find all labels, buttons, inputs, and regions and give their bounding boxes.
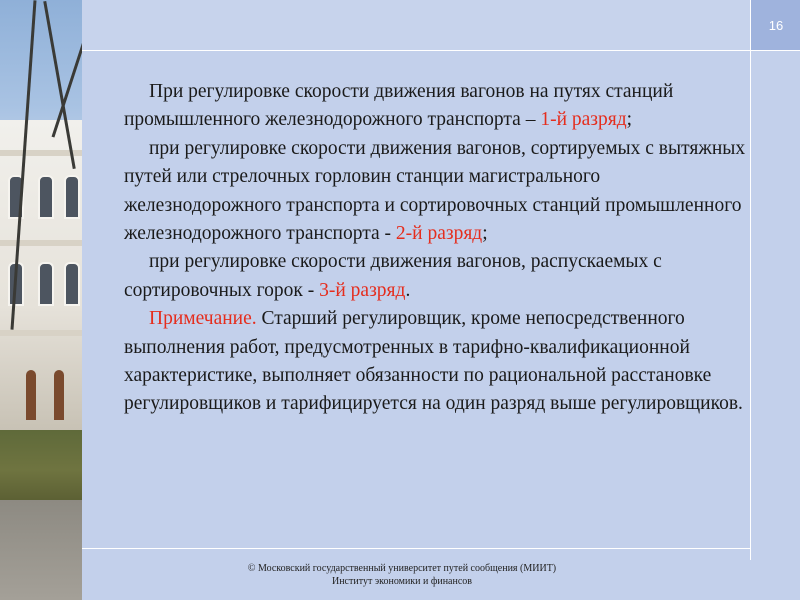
door — [54, 370, 64, 420]
paragraph-text: При регулировке скорости движения вагонов на путях станций промышленного железнодорожного транспорта – — [124, 81, 674, 131]
road — [0, 500, 82, 600]
paragraph-3 — [124, 248, 754, 305]
window — [38, 175, 54, 219]
door — [26, 370, 36, 420]
divider-horizontal — [82, 548, 750, 549]
window — [64, 175, 80, 219]
category-3-highlight: 3-й разряд — [319, 279, 406, 301]
footer-institute: Институт экономики и финансов — [331, 576, 473, 587]
window — [38, 262, 54, 306]
paragraph-text: ; — [626, 109, 633, 131]
paragraph-text: ; — [482, 223, 488, 245]
paragraph-text: при регулировке скорости движения вагонов, сортируемых с вытяжных путей или стрелочных горловин станции магистрального железнодорожного транспорта и сортировочных станций промышленного железнодорожного транспорта - — [124, 137, 746, 245]
paragraph-1 — [124, 78, 754, 135]
paragraph-note — [124, 305, 754, 419]
slide-header-band — [82, 0, 750, 51]
slide-body — [124, 78, 754, 419]
paragraph-text: Старший регулировщик, кроме непосредственного выполнения работ, предусмотренных в тарифно-квалификационной характеристике, выполняет обязанности по рациональной расстановке регулировщиков и тарифицируется на один разряд выше регулировщиков. — [124, 308, 743, 415]
slide-number: 16 — [768, 17, 784, 33]
slide-footer — [82, 562, 722, 588]
paragraph-text: . — [405, 279, 411, 301]
note-label: Примечание. — [149, 308, 257, 330]
paragraph-2 — [124, 135, 754, 249]
cornice — [0, 330, 82, 336]
window — [64, 262, 80, 306]
category-2-highlight: 2-й разряд — [395, 223, 483, 245]
paragraph-text: при регулировке скорости движения вагонов, распускаемых с сортировочных горок - — [124, 251, 662, 301]
category-1-highlight: 1-й разряд — [540, 109, 627, 131]
footer-copyright: © Московский государственный университет путей сообщения (МИИТ) — [247, 563, 557, 574]
slide-number-box — [750, 0, 800, 51]
lawn — [0, 430, 82, 510]
building-photo — [0, 0, 82, 600]
cornice — [0, 240, 82, 246]
